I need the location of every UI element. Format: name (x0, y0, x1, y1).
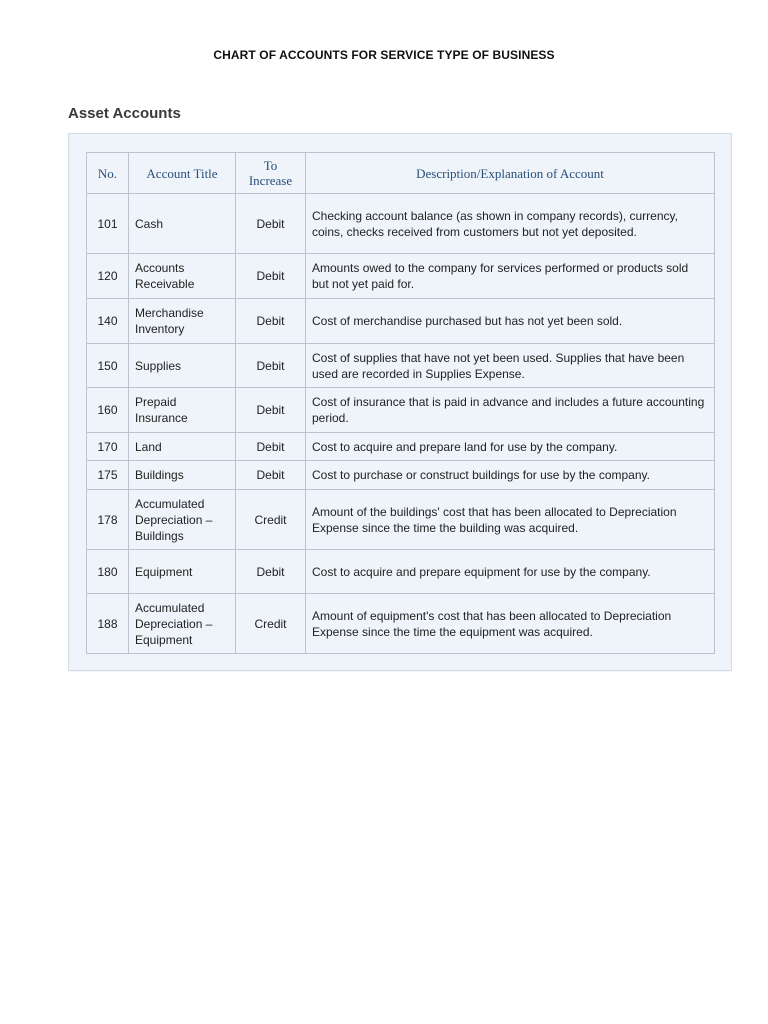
account-title: Accumulated Depreciation – Buildings (129, 490, 236, 550)
account-title: Prepaid Insurance (129, 388, 236, 433)
account-increase: Debit (236, 461, 306, 490)
account-title: Supplies (129, 344, 236, 388)
accounts-table (86, 152, 715, 654)
account-increase: Debit (236, 550, 306, 594)
document-title: CHART OF ACCOUNTS FOR SERVICE TYPE OF BUSINESS (213, 48, 555, 62)
table-row (87, 254, 715, 299)
account-description: Cost to acquire and prepare equipment for use by the company. (306, 550, 715, 594)
header-to-increase: To Increase (236, 153, 306, 194)
account-description: Checking account balance (as shown in company records), currency, coins, checks received from customers but not yet deposited. (306, 194, 715, 254)
account-number: 150 (87, 344, 129, 388)
account-description: Cost to acquire and prepare land for use by the company. (306, 433, 715, 461)
account-title: Accounts Receivable (129, 254, 236, 299)
header-description: Description/Explanation of Account (306, 153, 715, 194)
account-title: Buildings (129, 461, 236, 490)
table-row (87, 344, 715, 388)
account-increase: Credit (236, 490, 306, 550)
account-title: Merchandise Inventory (129, 299, 236, 344)
table-row (87, 490, 715, 550)
account-title: Equipment (129, 550, 236, 594)
header-no: No. (87, 153, 129, 194)
account-description: Cost of merchandise purchased but has not yet been sold. (306, 299, 715, 344)
table-row (87, 388, 715, 433)
accounts-panel (68, 133, 732, 671)
account-number: 160 (87, 388, 129, 433)
section-title: Asset Accounts (68, 105, 181, 122)
account-description: Cost to purchase or construct buildings for use by the company. (306, 461, 715, 490)
account-increase: Debit (236, 344, 306, 388)
table-header-row (87, 153, 715, 194)
account-number: 120 (87, 254, 129, 299)
account-number: 180 (87, 550, 129, 594)
account-number: 175 (87, 461, 129, 490)
table-row (87, 299, 715, 344)
table-row (87, 433, 715, 461)
account-description: Cost of supplies that have not yet been used. Supplies that have been used are recorded in Supplies Expense. (306, 344, 715, 388)
account-increase: Credit (236, 594, 306, 654)
account-increase: Debit (236, 299, 306, 344)
account-number: 188 (87, 594, 129, 654)
account-increase: Debit (236, 388, 306, 433)
header-account-title: Account Title (129, 153, 236, 194)
account-description: Amount of the buildings' cost that has been allocated to Depreciation Expense since the time the building was acquired. (306, 490, 715, 550)
account-increase: Debit (236, 194, 306, 254)
account-increase: Debit (236, 433, 306, 461)
table-row (87, 594, 715, 654)
account-number: 101 (87, 194, 129, 254)
account-number: 170 (87, 433, 129, 461)
table-row (87, 550, 715, 594)
table-row (87, 461, 715, 490)
account-increase: Debit (236, 254, 306, 299)
account-description: Cost of insurance that is paid in advance and includes a future accounting period. (306, 388, 715, 433)
account-number: 140 (87, 299, 129, 344)
account-title: Cash (129, 194, 236, 254)
account-title: Accumulated Depreciation – Equipment (129, 594, 236, 654)
account-description: Amount of equipment's cost that has been allocated to Depreciation Expense since the time the equipment was acquired. (306, 594, 715, 654)
table-row (87, 194, 715, 254)
account-description: Amounts owed to the company for services performed or products sold but not yet paid for. (306, 254, 715, 299)
account-title: Land (129, 433, 236, 461)
account-number: 178 (87, 490, 129, 550)
